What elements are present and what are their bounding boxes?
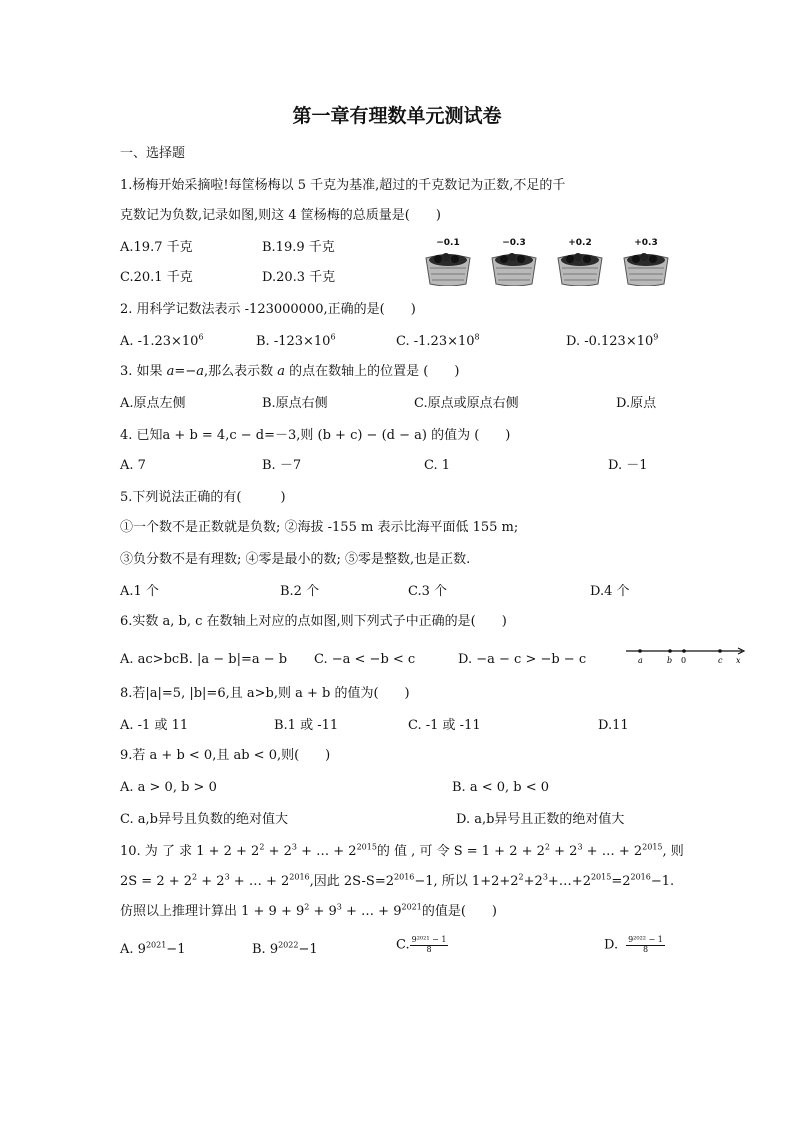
label-a: a: [638, 656, 643, 665]
label-x: x: [736, 656, 741, 665]
q5-option-b[interactable]: B.2 个: [280, 584, 320, 599]
basket-image: [556, 252, 604, 286]
q10-option-c[interactable]: C. $\frac{\text{9²⁰²¹ − 1}}{8}$: [396, 935, 447, 954]
page-title: 第一章有理数单元测试卷: [292, 105, 502, 127]
q3-option-d[interactable]: D.原点: [616, 396, 657, 411]
q10-stem-line3: 仿照以上推理计算出 $1 + 9 + 9^2 + 9^3$ + … + $9^{2021}$的值是( ): [120, 902, 497, 919]
q5-option-c[interactable]: C.3 个: [408, 584, 448, 599]
q1-stem-line2: 克数记为负数,记录如图,则这 4 筐杨梅的总质量是( ): [120, 208, 441, 223]
q9-option-b[interactable]: B. a < 0, b < 0: [452, 780, 550, 795]
q5-option-a[interactable]: A.1 个: [120, 584, 159, 599]
q2-option-b[interactable]: B. $-123\times 10^6$: [256, 332, 336, 349]
label-c: c: [718, 656, 723, 665]
basket-image: [424, 252, 472, 286]
q6-number-line: [620, 645, 750, 667]
q10-option-d[interactable]: D. $\frac{\text{9²⁰²² − 1}}{8}$: [604, 935, 663, 954]
q8-option-d[interactable]: D.11: [598, 718, 629, 733]
q3-option-c[interactable]: C.原点或原点右侧: [414, 396, 519, 411]
q8-stem: 8.若|a|=5, |b|=6,且 a>b,则 a + b 的值为( ): [120, 686, 410, 701]
basket-label: −0.3: [502, 238, 526, 248]
q3-option-b[interactable]: B.原点右侧: [262, 396, 328, 411]
q9-stem: 9.若 a + b < 0,且 ab < 0,则( ): [120, 748, 331, 763]
basket-label: +0.2: [568, 238, 592, 248]
q2-option-a[interactable]: A. $-1.23\times 10^6$: [120, 332, 204, 349]
q2-stem: 2. 用科学记数法表示 -123000000,正确的是( ): [120, 302, 416, 317]
q3-stem: 3. 如果 a=−a,那么表示数 a 的点在数轴上的位置是 ( ): [120, 364, 460, 379]
q2-option-d[interactable]: D. $-0.123\times 10^9$: [566, 332, 659, 349]
point-zero: [682, 649, 686, 653]
q10-stem-line1: 10. 为 了 求 $1 + 2 + 2^2 + 2^3$ + … + $2^{2015}$的 值 , 可 令 $S = 1 + 2 + 2^2 + 2^3$ + … + $2^{2015}$, 则: [120, 842, 684, 859]
q6-option-ab[interactable]: A. ac>bcB. |a − b|=a − b: [120, 652, 288, 667]
q5-option-d[interactable]: D.4 个: [590, 584, 630, 599]
point-a: [638, 649, 642, 653]
point-b: [668, 649, 672, 653]
q8-option-a[interactable]: A. -1 或 11: [120, 718, 189, 733]
q5-statement-line1: ①一个数不是正数就是负数; ②海拔 -155 m 表示比海平面低 155 m;: [120, 520, 519, 535]
point-c: [718, 649, 722, 653]
q4-option-d[interactable]: D. －1: [608, 458, 648, 473]
q4-option-c[interactable]: C. 1: [424, 458, 451, 473]
q10-stem-line2: $2S = 2 + 2^2 + 2^3$ + … + $2^{2016}$,因此 $2S-S=2^{2016}-1$, 所以 $1+2+2^2+2^3+\dots+2^{2015}=2^{2016}-1$.: [120, 872, 675, 889]
basket-label: −0.1: [436, 238, 460, 248]
q1-option-d[interactable]: D.20.3 千克: [262, 270, 336, 285]
q5-statement-line2: ③负分数不是有理数; ④零是最小的数; ⑤零是整数,也是正数.: [120, 552, 471, 567]
section-heading: 一、选择题: [120, 146, 186, 161]
basket-image: [622, 252, 670, 286]
q8-option-c[interactable]: C. -1 或 -11: [408, 718, 481, 733]
q3-option-a[interactable]: A.原点左侧: [120, 396, 186, 411]
q6-option-c[interactable]: C. −a < −b < c: [314, 652, 416, 667]
label-zero: 0: [681, 656, 687, 665]
q1-stem-line1: 1.杨梅开始采摘啦!每筐杨梅以 5 千克为基准,超过的千克数记为正数,不足的千: [120, 178, 566, 193]
q4-option-b[interactable]: B. －7: [262, 458, 302, 473]
q6-stem: 6.实数 a, b, c 在数轴上对应的点如图,则下列式子中正确的是( ): [120, 614, 507, 629]
q5-stem: 5.下列说法正确的有( ): [120, 490, 286, 505]
q8-option-b[interactable]: B.1 或 -11: [274, 718, 339, 733]
q1-option-b[interactable]: B.19.9 千克: [262, 240, 335, 255]
basket-label: +0.3: [634, 238, 658, 248]
q1-option-c[interactable]: C.20.1 千克: [120, 270, 193, 285]
q1-option-a[interactable]: A.19.7 千克: [120, 240, 193, 255]
q9-option-d[interactable]: D. a,b异号且正数的绝对值大: [456, 812, 625, 827]
q9-option-c[interactable]: C. a,b异号且负数的绝对值大: [120, 812, 288, 827]
q9-option-a[interactable]: A. a > 0, b > 0: [120, 780, 217, 795]
q4-option-a[interactable]: A. 7: [120, 458, 146, 473]
q2-option-c[interactable]: C. $-1.23\times 10^8$: [396, 332, 480, 349]
q6-option-d[interactable]: D. −a − c > −b − c: [458, 652, 587, 667]
label-b: b: [667, 656, 673, 665]
basket-image: [490, 252, 538, 286]
q10-option-b[interactable]: B. $9^{2022}-1$: [252, 940, 318, 957]
q4-stem: 4. 已知a + b = 4,c − d=－3,则 (b + c) − (d − a) 的值为 ( ): [120, 428, 511, 443]
q10-option-a[interactable]: A. $9^{2021}-1$: [120, 940, 186, 957]
